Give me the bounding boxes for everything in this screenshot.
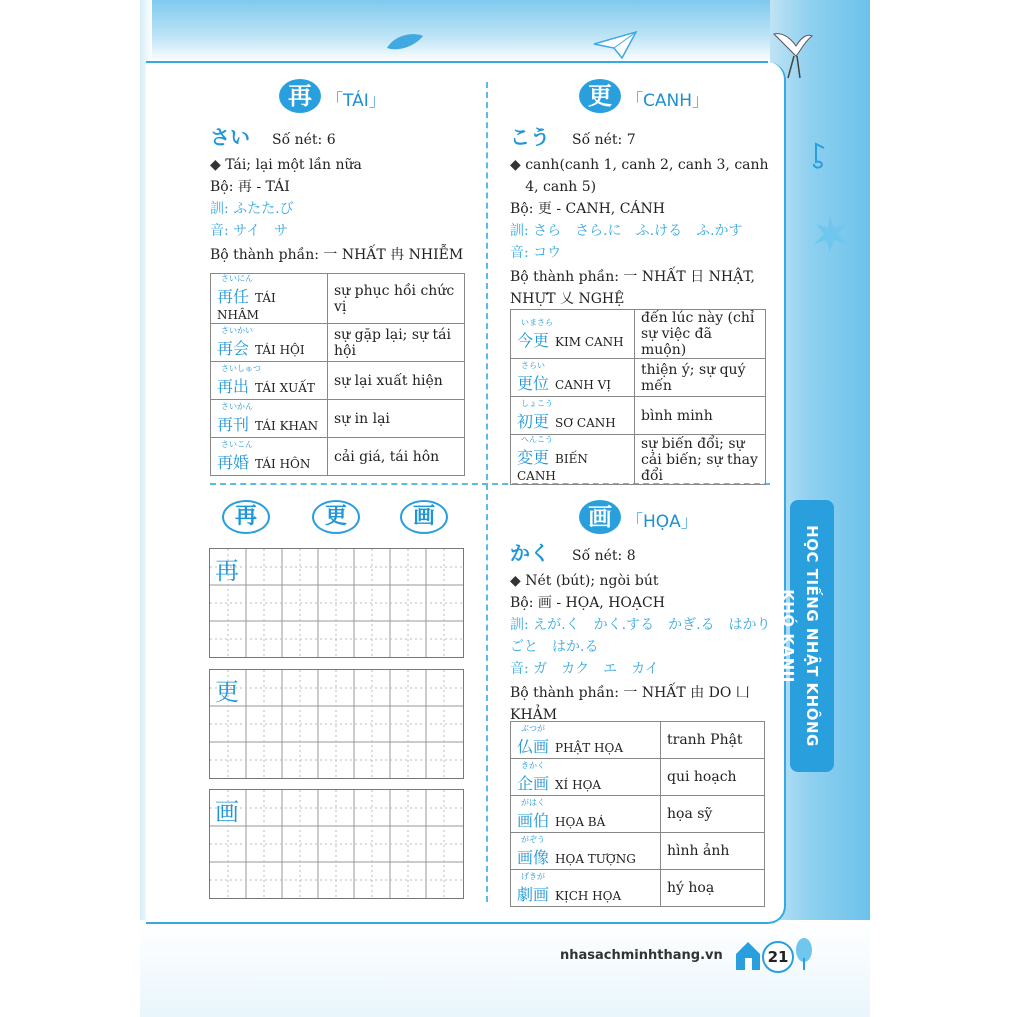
table-row: [511, 722, 765, 759]
kanji-badge-1: 再: [279, 79, 321, 113]
tree-icon: [794, 936, 814, 972]
vocab-word: 再刊: [217, 415, 250, 434]
radical-1: Bộ: 再 - TÁI: [210, 179, 290, 195]
furigana: がぞう: [521, 834, 545, 844]
furigana: げきが: [521, 871, 545, 881]
on-reading-1: 音: サイ サ: [210, 223, 289, 239]
meaning-2: canh(canh 1, canh 2, canh 3, canh 4, canh 5): [525, 157, 769, 195]
vocab-meaning: đến lúc này (chỉ sự việc đã muộn): [635, 310, 766, 359]
han-viet: BIẾN CANH: [517, 452, 588, 483]
table-row: [211, 400, 465, 438]
vocab-meaning: cải giá, tái hôn: [328, 438, 465, 476]
han-viet: TÁI NHÂM: [217, 291, 276, 322]
han-viet: TÁI KHAN: [255, 419, 319, 433]
side-tab-label: HỌC TIẾNG NHẬT KHÔNG KHÓ KANJI: [779, 525, 821, 747]
components-2: Bộ thành phần: 一 NHẤT 日 NHẬT, NHỰT 乂 NGHỆ: [510, 269, 755, 307]
top-sky-decoration: [140, 0, 870, 62]
house-icon: [732, 934, 766, 974]
vocab-table-3: [510, 721, 765, 907]
vocab-word: 更位: [517, 374, 550, 393]
table-row: [511, 435, 766, 485]
han-viet-title-2: 「CANH」: [626, 91, 709, 111]
components-1: Bộ thành phần: 一 NHẤT 冉 NHIỄM: [210, 247, 464, 263]
page-frame-top-line: [146, 61, 768, 63]
practice-badge-1: 再: [222, 500, 270, 534]
grid-sample-kanji: 画: [215, 798, 239, 826]
furigana: さいかい: [221, 326, 253, 335]
vocab-word: 再会: [217, 339, 250, 358]
table-row: [211, 274, 465, 324]
vocab-word: 変更: [517, 448, 550, 467]
practice-badge-2: 更: [312, 500, 360, 534]
vocab-word: 仏画: [517, 736, 550, 756]
vocab-meaning: sự phục hồi chức vị: [328, 274, 465, 324]
kanji-badge-3: 画: [579, 500, 621, 534]
vocab-word: 初更: [517, 412, 550, 431]
splash-icon: [812, 214, 850, 254]
practice-grid-1[interactable]: [209, 548, 464, 658]
crane-bird-icon: [770, 26, 814, 82]
furigana: さらい: [521, 361, 545, 370]
table-row: [511, 397, 766, 435]
table-row: [511, 359, 766, 397]
vocab-meaning: sự in lại: [328, 400, 465, 438]
table-row: [511, 796, 765, 833]
table-row: [511, 310, 766, 359]
vocab-meaning: sự biến đổi; sự cải biến; sự thay đổi: [635, 435, 766, 485]
han-viet-title-1: 「TÁI」: [326, 91, 386, 111]
furigana: いまさら: [521, 317, 553, 327]
table-row: [511, 870, 765, 907]
vocab-meaning: bình minh: [635, 397, 766, 435]
han-viet: TÁI HÔN: [255, 457, 311, 471]
han-viet: SƠ CANH: [555, 416, 616, 430]
leaf-icon: [385, 32, 425, 52]
grid-sample-kanji: 更: [215, 678, 239, 706]
onyomi-reading-2: こう: [510, 125, 550, 149]
vocab-meaning: họa sỹ: [661, 796, 765, 833]
page-number: 21: [762, 941, 794, 973]
entry-info-1: さい Số nét: 6 ◆ Tái; lại một lần nữa Bộ: 再 - TÁI 訓: ふたた.び 音: サイ サ Bộ thành phần: 一 NHẤT 冉 NHIỄM: [210, 126, 480, 266]
vocab-meaning: sự lại xuất hiện: [328, 362, 465, 400]
vocab-meaning: hý hoạ: [661, 870, 765, 907]
furigana: ぶつが: [521, 723, 545, 733]
stroke-count-1: Số nét: 6: [272, 132, 336, 148]
components-3: Bộ thành phần: 一 NHẤT 由 DO 凵 KHẢM: [510, 685, 750, 723]
practice-grid-3[interactable]: [209, 789, 464, 899]
grid-lines: [210, 549, 463, 657]
entry-info-3: かく Số nét: 8 ◆ Nét (bút); ngòi bút Bộ: 画 - HỌA, HOẠCH 訓: えが.く かく.する かぎ.る はかりごと はか.る 音: ガ カク エ カイ Bộ thành phần: 一 NHẤT 由 DO 凵 KHẢM: [510, 542, 772, 726]
stroke-count-2: Số nét: 7: [572, 132, 636, 148]
table-row: [511, 759, 765, 796]
vocab-meaning: sự gặp lại; sự tái hội: [328, 324, 465, 362]
grid-sample-kanji: 再: [215, 557, 239, 585]
vocab-word: 画伯: [517, 810, 550, 830]
stroke-count-3: Số nét: 8: [572, 548, 636, 564]
vocab-word: 劇画: [517, 884, 550, 904]
vertical-divider: [486, 82, 488, 902]
on-reading-3: 音: ガ カク エ カイ: [510, 661, 659, 677]
furigana: さいにん: [221, 274, 253, 283]
han-viet: HỌA TƯỢNG: [555, 851, 636, 866]
grid-lines: [210, 790, 463, 898]
grid-lines: [210, 670, 463, 778]
on-reading-2: 音: コウ: [510, 245, 562, 261]
publisher-website: nhasachminhthang.vn: [560, 948, 723, 963]
vocab-word: 再出: [217, 377, 250, 396]
han-viet: TÁI XUẤT: [255, 381, 315, 395]
entry-info-2: こう Số nét: 7 ◆ canh(canh 1, canh 2, canh 3, canh 4, canh 5) Bộ: 更 - CANH, CÁNH 訓: さら さら.に ふ.ける ふ.かす 音: コウ Bộ thành phần: 一 NHẤT 日 NHẬT, NHỰT 乂 NGHỆ: [510, 126, 772, 310]
furigana: さいしゅつ: [221, 364, 261, 373]
table-row: [211, 362, 465, 400]
radical-3: Bộ: 画 - HỌA, HOẠCH: [510, 595, 665, 611]
table-row: [511, 833, 765, 870]
paper-plane-icon: [592, 30, 638, 60]
vocab-word: 企画: [517, 773, 550, 793]
kun-reading-2: 訓: さら さら.に ふ.ける ふ.かす: [510, 223, 743, 239]
music-note-icon: [808, 140, 828, 170]
furigana: へんこう: [521, 435, 553, 444]
han-viet-title-3: 「HỌA」: [626, 512, 698, 532]
vocab-table-2: [510, 309, 766, 485]
vocab-table-1: [210, 273, 465, 476]
kun-reading-3: 訓: えが.く かく.する かぎ.る はかりごと はか.る: [510, 617, 771, 655]
practice-grid-2[interactable]: [209, 669, 464, 779]
han-viet: TÁI HỘI: [255, 343, 305, 357]
han-viet: KỊCH HỌA: [555, 888, 622, 903]
table-row: [211, 438, 465, 476]
vocab-meaning: tranh Phật: [661, 722, 765, 759]
han-viet: CANH VỊ: [555, 378, 612, 392]
onyomi-reading-3: かく: [510, 541, 550, 565]
han-viet: KIM CANH: [555, 334, 624, 349]
han-viet: XÍ HỌA: [555, 777, 602, 792]
kun-reading-1: 訓: ふたた.び: [210, 201, 294, 217]
furigana: しょこう: [521, 399, 553, 408]
kanji-badge-2: 更: [579, 79, 621, 113]
vocab-word: 再任: [217, 287, 250, 306]
furigana: さいかん: [221, 402, 253, 411]
furigana: がはく: [521, 797, 545, 807]
furigana: きかく: [521, 760, 545, 770]
radical-2: Bộ: 更 - CANH, CÁNH: [510, 201, 665, 217]
vocab-meaning: hình ảnh: [661, 833, 765, 870]
han-viet: HỌA BÁ: [555, 814, 606, 829]
vocab-meaning: qui hoạch: [661, 759, 765, 796]
meaning-1: Tái; lại một lần nữa: [225, 157, 362, 173]
onyomi-reading-1: さい: [210, 125, 250, 149]
vocab-meaning: thiện ý; sự quý mến: [635, 359, 766, 397]
han-viet: PHẬT HỌA: [555, 740, 624, 755]
table-row: [211, 324, 465, 362]
vocab-word: 今更: [517, 330, 550, 350]
meaning-3: Nét (bút); ngòi bút: [525, 573, 659, 589]
vocab-word: 再婚: [217, 453, 250, 472]
furigana: さいこん: [221, 440, 253, 449]
practice-badge-3: 画: [400, 500, 448, 534]
vocab-word: 画像: [517, 847, 550, 867]
